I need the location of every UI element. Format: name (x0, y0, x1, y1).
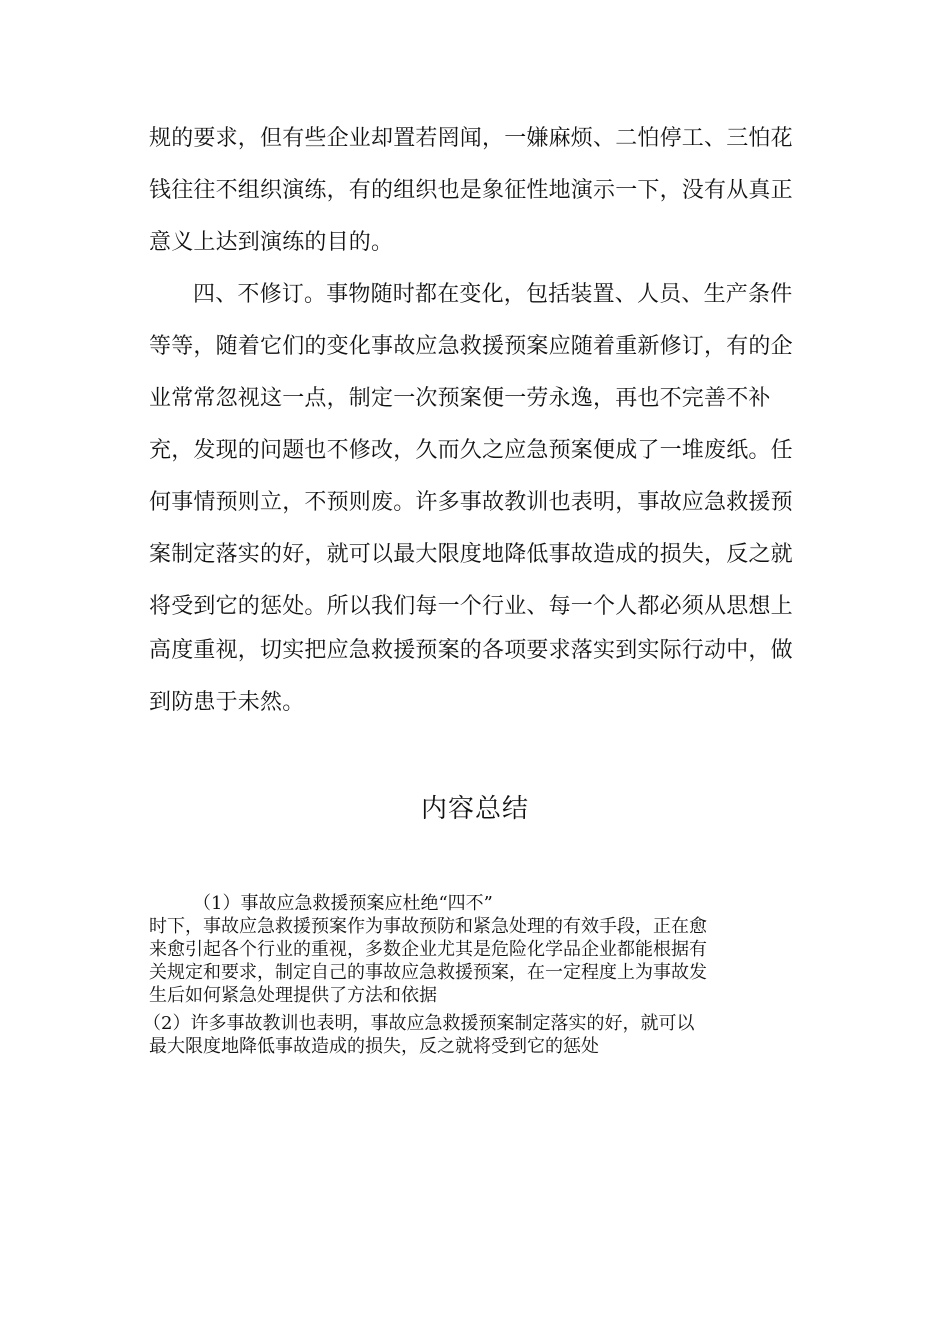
body-text-line: 案制定落实的好，就可以最大限度地降低事故造成的损失，反之就 (149, 542, 793, 567)
body-text-line: 何事情预则立，不预则废。许多事故教训也表明，事故应急救援预 (149, 490, 793, 515)
summary-title: 内容总结 (420, 794, 529, 824)
summary-line: 生后如何紧急处理提供了方法和依据 (149, 985, 437, 1006)
body-text-line: 业常常忽视这一点，制定一次预案便一劳永逸，再也不完善不补 (149, 386, 771, 411)
body-text-line: 规的要求，但有些企业却置若罔闻，一嫌麻烦、二怕停工、三怕花 (149, 126, 793, 151)
summary-line: 来愈引起各个行业的重视，多数企业尤其是危险化学品企业都能根据有 (149, 939, 707, 960)
body-text-line: 等等，随着它们的变化事故应急救援预案应随着重新修订，有的企 (149, 334, 793, 359)
summary-line: 最大限度地降低事故造成的损失，反之就将受到它的惩处 (149, 1036, 599, 1057)
body-text-line: 意义上达到演练的目的。 (149, 230, 394, 255)
body-text-line: 钱往往不组织演练，有的组织也是象征性地演示一下，没有从真正 (149, 178, 793, 203)
body-text-line: 到防患于未然。 (149, 690, 305, 715)
body-text-line: 充，发现的问题也不修改，久而久之应急预案便成了一堆废纸。任 (149, 438, 793, 463)
body-text-line: 高度重视，切实把应急救援预案的各项要求落实到实际行动中，做 (149, 638, 793, 663)
summary-line: （2）许多事故教训也表明，事故应急救援预案制定落实的好，就可以 (143, 1013, 695, 1034)
body-text-line: 将受到它的惩处。所以我们每一个行业、每一个人都必须从思想上 (149, 594, 793, 619)
summary-line: 时下，事故应急救援预案作为事故预防和紧急处理的有效手段，正在愈 (149, 916, 707, 937)
summary-line: 关规定和要求，制定自己的事故应急救援预案，在一定程度上为事故发 (149, 962, 707, 983)
body-text-line: 四、不修订。事物随时都在变化，包括装置、人员、生产条件 (193, 282, 793, 307)
summary-line: （1）事故应急救援预案应杜绝“四不” (193, 893, 493, 914)
